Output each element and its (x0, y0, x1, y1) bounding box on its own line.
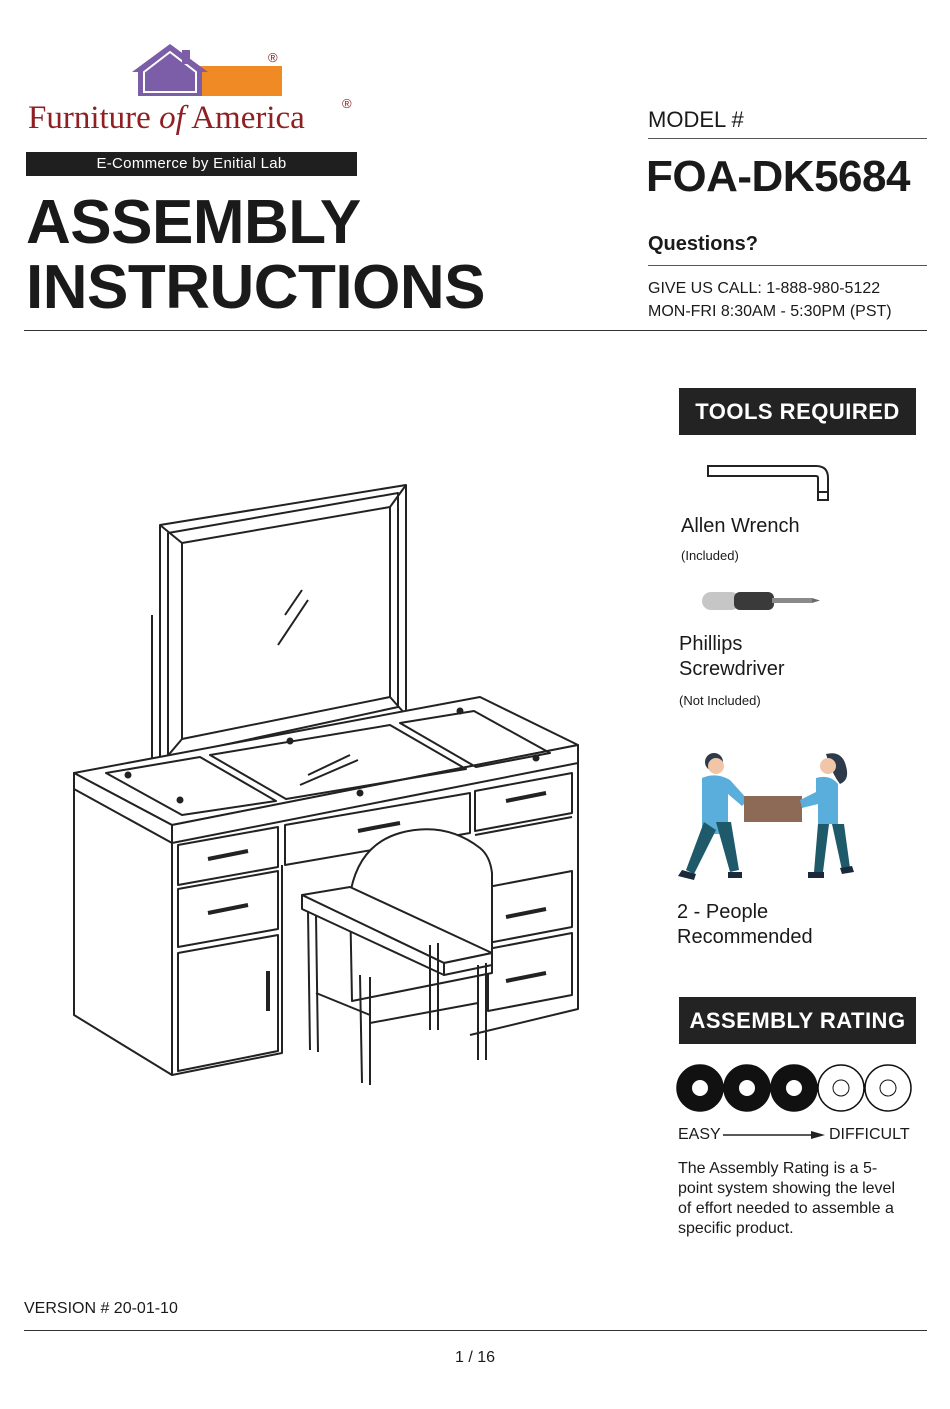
registered-mark-2: ® (342, 96, 352, 111)
registered-mark: ® (268, 50, 278, 65)
brand-of: of (159, 100, 185, 136)
page-number: 1 / 16 (454, 1349, 496, 1366)
screwdriver-icon (700, 588, 822, 614)
brand-suffix: America (191, 100, 305, 136)
phone-line: GIVE US CALL: 1-888-980-5122 (648, 280, 881, 297)
screwdriver-label-line2: Screwdriver (679, 658, 785, 680)
model-number: FOA-DK5684 (646, 152, 910, 201)
allen-wrench-note: (Included) (681, 548, 739, 563)
allen-wrench-label: Allen Wrench (681, 515, 800, 537)
people-line1: 2 - People (677, 901, 769, 923)
screwdriver-label-line1: Phillips (679, 633, 743, 655)
difficulty-arrow-icon (723, 1129, 827, 1141)
title-line1: ASSEMBLY (26, 188, 361, 257)
contact-info (648, 277, 892, 323)
model-label: MODEL # (648, 107, 744, 132)
allen-wrench-icon (706, 462, 832, 506)
header-divider (24, 330, 927, 331)
divider (648, 265, 927, 266)
brand-prefix: Furniture (28, 100, 151, 136)
rating-dots (676, 1062, 916, 1114)
tools-required-heading: TOOLS REQUIRED (679, 388, 916, 435)
rating-dot-center (786, 1080, 802, 1096)
rating-dot-center (880, 1080, 896, 1096)
title-line2: INSTRUCTIONS (26, 253, 485, 322)
vanity-set-illustration (60, 475, 600, 1095)
people-recommended (677, 900, 813, 950)
questions-heading: Questions? (648, 233, 759, 255)
tagline-bar: E-Commerce by Enitial Lab (26, 152, 357, 176)
version-label: VERSION # 20-01-10 (24, 1300, 178, 1317)
assembly-rating-heading: ASSEMBLY RATING (679, 997, 916, 1044)
hours-line: MON-FRI 8:30AM - 5:30PM (PST) (648, 303, 892, 320)
screwdriver-label (679, 632, 785, 682)
brand-name (28, 100, 305, 137)
easy-label: EASY (678, 1126, 721, 1143)
rating-dot-center (833, 1080, 849, 1096)
two-people-icon (676, 748, 866, 888)
divider (648, 138, 927, 139)
rating-dot-center (739, 1080, 755, 1096)
screwdriver-note: (Not Included) (679, 693, 761, 708)
rating-dot-center (692, 1080, 708, 1096)
difficult-label: DIFFICULT (829, 1126, 910, 1143)
people-line2: Recommended (677, 926, 813, 948)
rating-description: The Assembly Rating is a 5-point system showing the level of effort needed to assemble a specific product. (678, 1160, 895, 1237)
footer-divider (24, 1330, 927, 1331)
